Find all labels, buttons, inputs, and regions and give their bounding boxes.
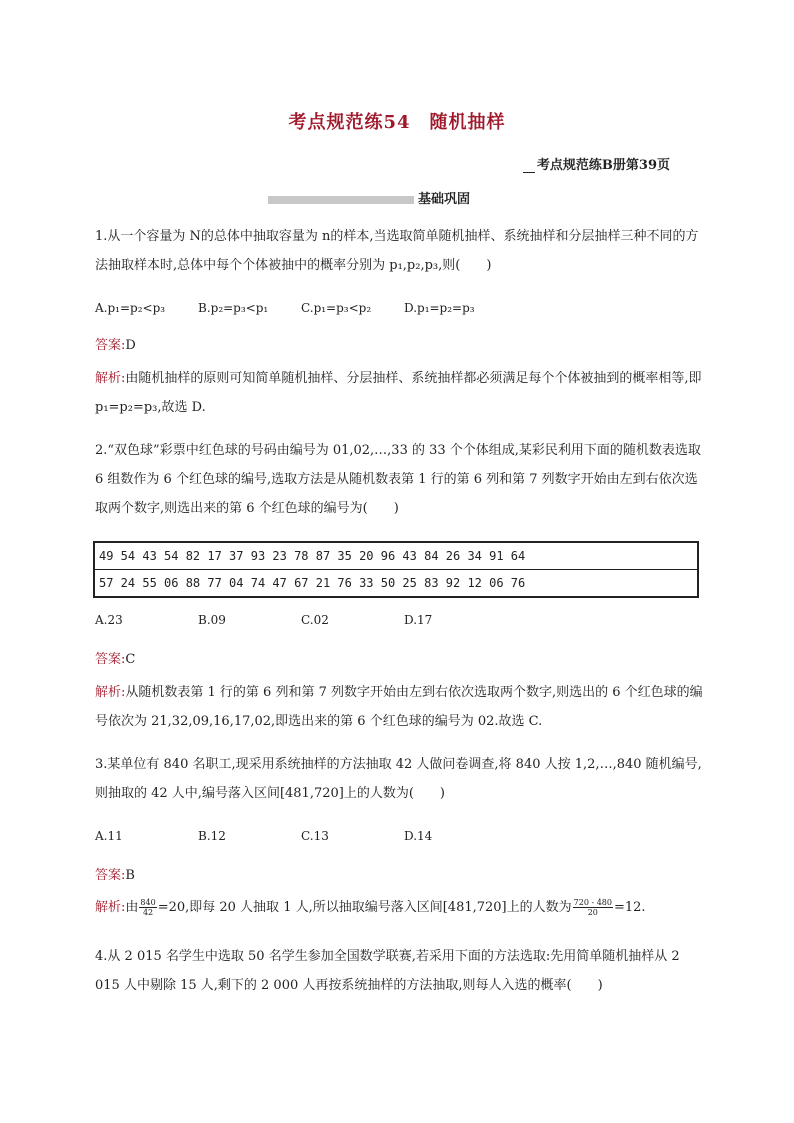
explanation-text: 由随机抽样的原则可知简单随机抽样、分层抽样、系统抽样都必须满足每个个体被抽到的概率相等,即 p₁=p₂=p₃,故选 D. bbox=[95, 371, 702, 415]
explanation-label: 解析: bbox=[95, 371, 126, 386]
answer-label: 答案: bbox=[95, 338, 126, 353]
option-a: A.11 bbox=[95, 829, 123, 843]
option-b: B.p₂=p₃<p₁ bbox=[198, 301, 269, 315]
option-a: A.p₁=p₂<p₃ bbox=[95, 301, 166, 315]
book-reference-text: 考点规范练B册第39页 bbox=[536, 158, 670, 173]
table-row bbox=[94, 570, 698, 598]
answer-value: B bbox=[125, 868, 135, 883]
fraction-numerator: 840 bbox=[140, 898, 156, 907]
option-d: D.14 bbox=[404, 829, 433, 843]
answer-value: C bbox=[125, 652, 136, 667]
question-1-stem: 1.从一个容量为 N的总体中抽取容量为 n的样本,当选取简单随机抽样、系统抽样和分层抽样三种不同的方法抽取样本时,总体中每个个体被抽中的概率分别为 p₁,p₂,p₃,则( ) bbox=[95, 229, 699, 273]
explanation-text: 从随机数表第 1 行的第 6 列和第 7 列数字开始由左到右依次选取两个数字,则选出的 6 个红色球的编号依次为 21,32,09,16,17,02,即选出来的第 6 个红色球的编号为 02.故选 C. bbox=[95, 685, 703, 729]
table-row bbox=[94, 542, 698, 570]
explanation-text-b: =20,即每 20 人抽取 1 人,所以抽取编号落入区间[481,720]上的人数为 bbox=[157, 900, 572, 915]
question-3-stem: 3.某单位有 840 名职工,现采用系统抽样的方法抽取 42 人做问卷调查,将 840 人按 1,2,…,840 随机编号,则抽取的 42 人中,编号落入区间[481,720]上的人数为( ) bbox=[95, 757, 702, 801]
question-2-explanation bbox=[95, 678, 705, 736]
fraction-denominator: 20 bbox=[587, 908, 598, 917]
book-reference bbox=[523, 154, 670, 173]
question-2-options bbox=[95, 613, 705, 627]
explanation-label: 解析: bbox=[95, 685, 126, 700]
question-3-options bbox=[95, 829, 705, 843]
section-heading-text: 基础巩固 bbox=[418, 192, 471, 207]
explanation-label: 解析: bbox=[95, 900, 126, 915]
option-c: C.p₁=p₃<p₂ bbox=[301, 301, 372, 315]
section-heading bbox=[268, 188, 470, 207]
blank-line bbox=[523, 172, 535, 173]
question-3-explanation bbox=[95, 898, 705, 918]
explanation-text-c: =12. bbox=[613, 900, 646, 915]
question-2-answer bbox=[95, 648, 135, 667]
option-b: B.09 bbox=[198, 613, 226, 627]
fraction-numerator: 720 - 480 bbox=[573, 898, 612, 907]
table-cell: 49 54 43 54 82 17 37 93 23 78 87 35 20 96 43 84 26 34 91 64 bbox=[94, 542, 698, 570]
random-number-table bbox=[93, 541, 699, 598]
option-a: A.23 bbox=[95, 613, 123, 627]
section-bar bbox=[268, 196, 414, 204]
page-title: 考点规范练54 随机抽样 bbox=[288, 112, 506, 133]
option-c: C.02 bbox=[301, 613, 329, 627]
question-4-stem: 4.从 2 015 名学生中选取 50 名学生参加全国数学联赛,若采用下面的方法选取:先用简单随机抽样从 2 015 人中剔除 15 人,剩下的 2 000 人再按系统抽样的方法抽取,则每人入选的概率( ) bbox=[95, 949, 680, 993]
answer-value: D bbox=[125, 338, 136, 353]
answer-label: 答案: bbox=[95, 868, 126, 883]
question-1-answer bbox=[95, 334, 136, 353]
question-1-explanation bbox=[95, 364, 705, 422]
question-3-answer bbox=[95, 864, 135, 883]
option-d: D.p₁=p₂=p₃ bbox=[404, 301, 475, 315]
table-cell: 57 24 55 06 88 77 04 74 47 67 21 76 33 50 25 83 92 12 06 76 bbox=[99, 576, 526, 590]
option-d: D.17 bbox=[404, 613, 433, 627]
option-c: C.13 bbox=[301, 829, 329, 843]
answer-label: 答案: bbox=[95, 652, 126, 667]
explanation-text-a: 由 bbox=[125, 900, 139, 915]
option-b: B.12 bbox=[198, 829, 226, 843]
fraction-denominator: 42 bbox=[142, 908, 154, 917]
question-1-options bbox=[95, 301, 705, 315]
fraction-2 bbox=[573, 898, 613, 917]
fraction-1 bbox=[139, 898, 156, 917]
question-2-stem: 2.“双色球”彩票中红色球的号码由编号为 01,02,…,33 的 33 个个体组成,某彩民利用下面的随机数表选取 6 组数作为 6 个红色球的编号,选取方法是从随机数表第 1 行的第 6 列和第 7 列数字开始由左到右依次选取两个数字,则选出来的第 6 个红色球的编号为( ) bbox=[95, 443, 701, 516]
